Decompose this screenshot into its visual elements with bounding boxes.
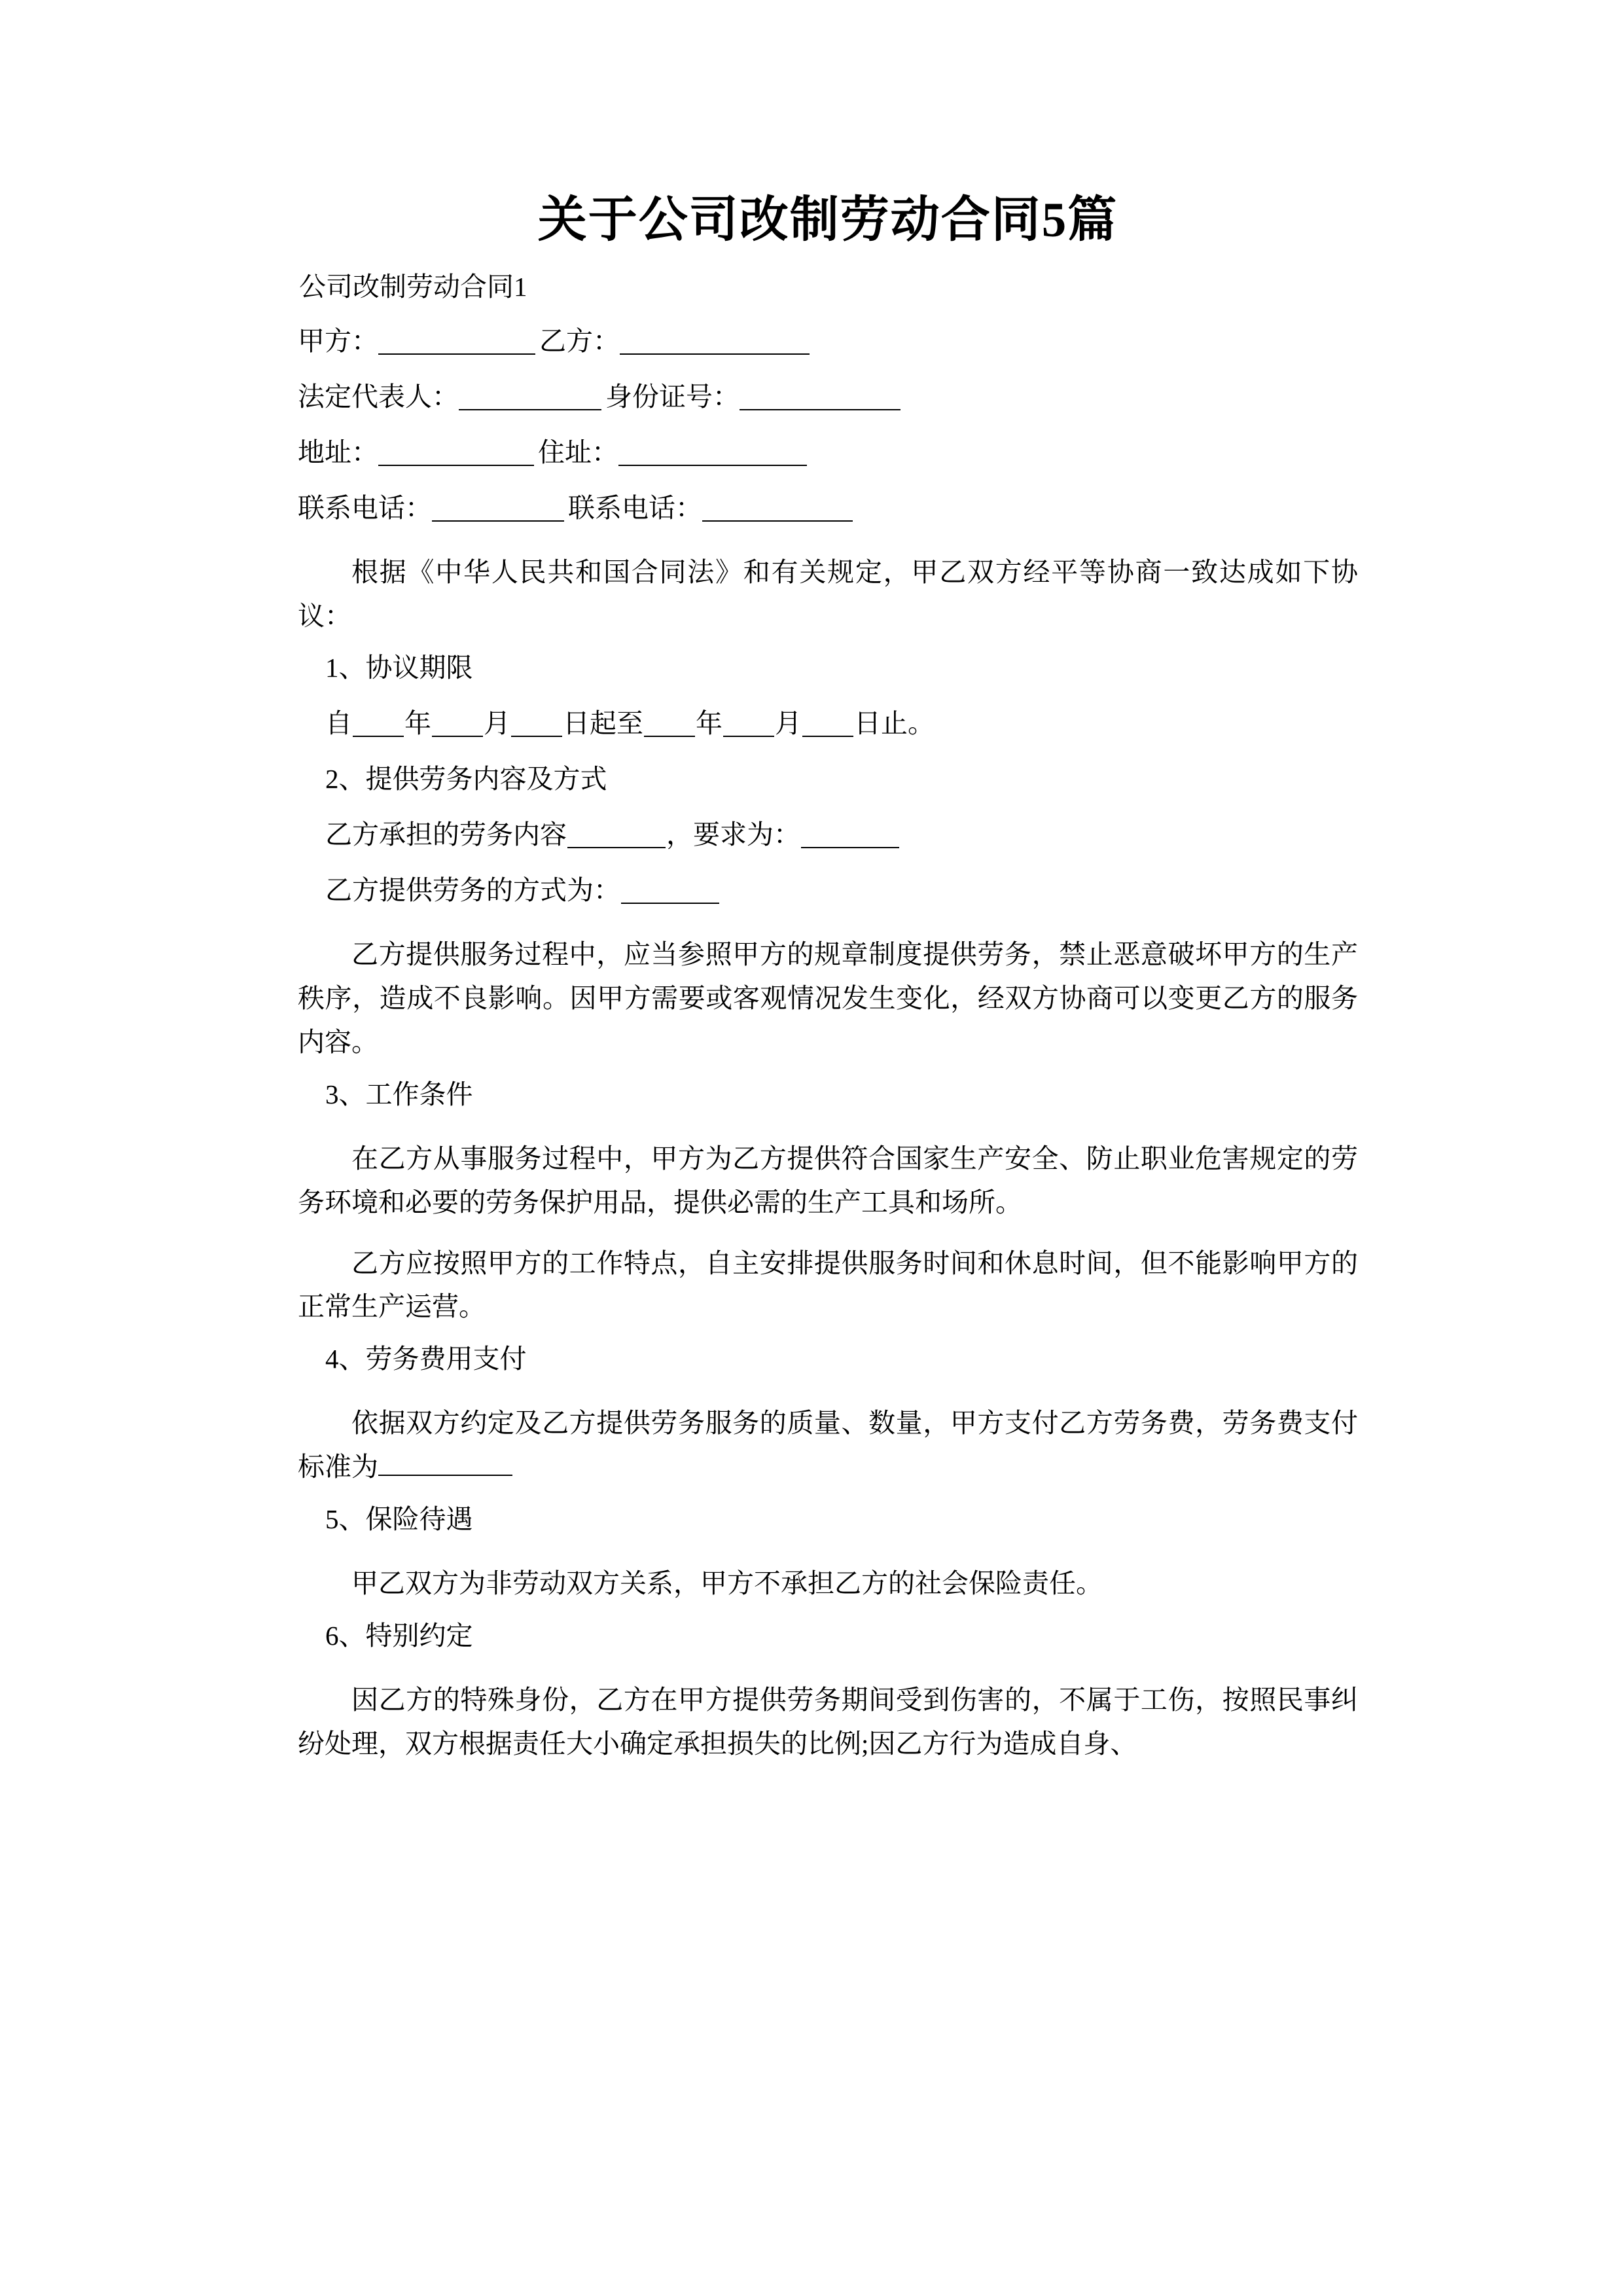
preamble-paragraph: 根据《中华人民共和国合同法》和有关规定，甲乙双方经平等协商一致达成如下协议：	[298, 556, 1358, 631]
clause-3-paragraph-2: 乙方应按照甲方的工作特点，自主安排提供服务时间和休息时间，但不能影响甲方的正常生产运营。	[298, 1247, 1358, 1322]
service-requirement-label: ，要求为：	[666, 819, 800, 850]
term-label-year-start: 年	[404, 708, 431, 739]
clause-heading-1: 1、协议期限	[325, 653, 473, 683]
term-label-year-end: 年	[696, 708, 722, 739]
payment-standard-blank[interactable]	[378, 1452, 512, 1476]
field-label-legal-rep: 法定代表人：	[298, 381, 459, 412]
form-row-parties	[298, 325, 1358, 356]
clause-3-paragraph-1: 在乙方从事服务过程中，甲方为乙方提供符合国家生产安全、防止职业危害规定的劳务环境和必要的劳务保护用品，提供必需的生产工具和场所。	[298, 1143, 1358, 1217]
service-content-blank[interactable]	[567, 847, 666, 848]
clause-heading-5: 5、保险待遇	[325, 1503, 473, 1534]
term-blank-start-day[interactable]	[511, 736, 562, 737]
service-method-label: 乙方提供劳务的方式为：	[325, 875, 620, 906]
field-blank-legal-rep[interactable]	[459, 386, 601, 410]
field-blank-residence[interactable]	[618, 441, 807, 466]
form-row-address	[298, 439, 1358, 466]
service-method-blank[interactable]	[621, 903, 719, 904]
clause-2-method-line	[298, 877, 1358, 904]
clause-heading-3: 3、工作条件	[325, 1079, 473, 1109]
field-blank-party-b[interactable]	[620, 330, 810, 355]
term-blank-start-year[interactable]	[353, 736, 404, 737]
clause-heading-2: 2、提供劳务内容及方式	[325, 764, 607, 795]
field-blank-phone-b[interactable]	[702, 497, 853, 522]
field-label-id-number: 身份证号：	[605, 381, 740, 412]
term-label-day-end: 日止。	[854, 708, 935, 739]
field-blank-phone-a[interactable]	[432, 497, 564, 522]
field-label-phone-a: 联系电话：	[298, 492, 432, 523]
clause-heading-6: 6、特别约定	[325, 1620, 473, 1651]
service-content-label: 乙方承担的劳务内容	[325, 819, 567, 850]
field-label-residence: 住址：	[538, 437, 618, 467]
clause-5-paragraph: 甲乙双方为非劳动双方关系，甲方不承担乙方的社会保险责任。	[351, 1568, 1103, 1598]
term-blank-start-month[interactable]	[432, 736, 483, 737]
term-label-day-start: 日起至	[563, 708, 643, 739]
document-content	[298, 190, 1358, 1782]
field-label-address: 地址：	[298, 437, 378, 467]
field-blank-address[interactable]	[378, 441, 534, 466]
term-label-month-end: 月	[775, 708, 802, 739]
clause-2-paragraph: 乙方提供服务过程中，应当参照甲方的规章制度提供劳务，禁止恶意破坏甲方的生产秩序，造成不良影响。因甲方需要或客观情况发生变化，经双方协商可以变更乙方的服务内容。	[298, 939, 1358, 1058]
term-blank-end-day[interactable]	[802, 736, 853, 737]
clause-heading-4: 4、劳务费用支付	[325, 1344, 527, 1374]
service-requirement-blank[interactable]	[801, 847, 899, 848]
field-label-party-a: 甲方：	[298, 325, 378, 356]
form-row-phone	[298, 492, 1358, 523]
term-prefix-from: 自	[325, 708, 352, 739]
page-title: 关于公司改制劳动合同5篇	[537, 193, 1118, 247]
term-blank-end-year[interactable]	[644, 736, 695, 737]
field-blank-party-a[interactable]	[378, 330, 535, 355]
term-blank-end-month[interactable]	[723, 736, 774, 737]
clause-4-paragraph-text: 依据双方约定及乙方提供劳务服务的质量、数量，甲方支付乙方劳务费，劳务费支付标准为	[298, 1408, 1358, 1482]
field-label-phone-b: 联系电话：	[568, 492, 702, 523]
clause-4-paragraph	[298, 1401, 1358, 1489]
term-label-month-start: 月	[484, 708, 510, 739]
field-blank-id-number[interactable]	[740, 386, 901, 410]
clause-6-paragraph: 因乙方的特殊身份，乙方在甲方提供劳务期间受到伤害的，不属于工伤，按照民事纠纷处理，双方根据责任大小确定承担损失的比例;因乙方行为造成自身、	[298, 1684, 1358, 1759]
document-subtitle: 公司改制劳动合同1	[299, 271, 527, 302]
field-label-party-b: 乙方：	[539, 325, 620, 356]
form-row-legal-rep	[298, 381, 1358, 412]
clause-2-content-line	[298, 821, 1358, 848]
clause-1-term-line	[298, 710, 1358, 737]
